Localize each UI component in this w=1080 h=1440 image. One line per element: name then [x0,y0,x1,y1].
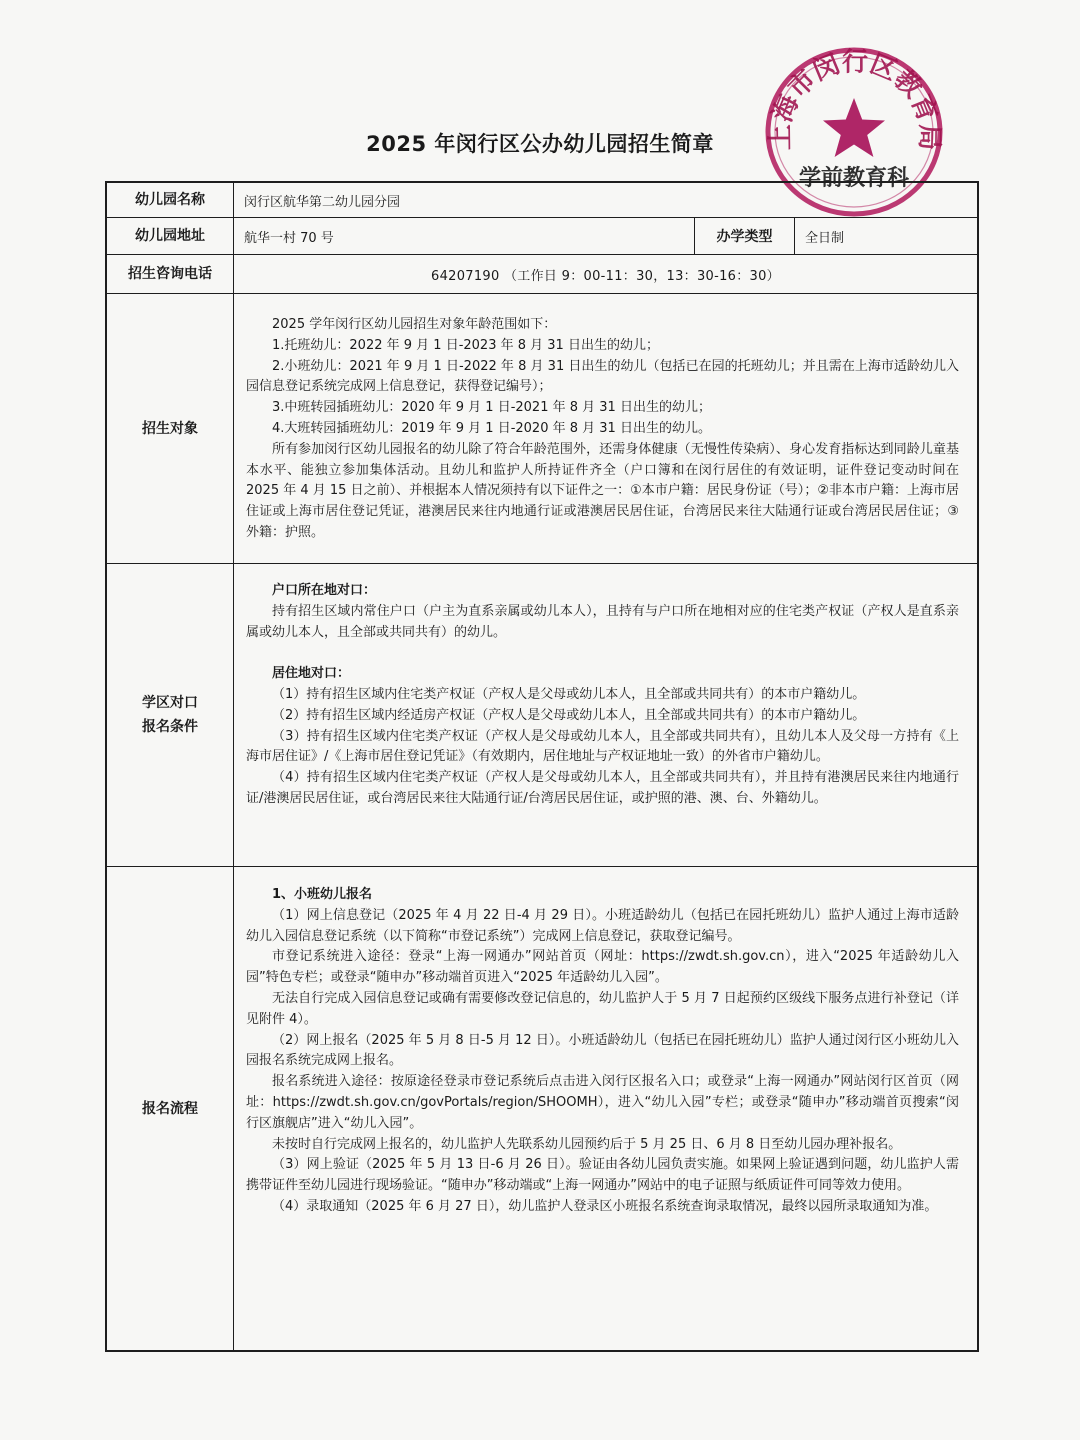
seal-dept-name: 学前教育科 [798,165,910,191]
residence-item-1: （1）持有招生区域内住宅类产权证（产权人是父母或幼儿本人，且全部或共同共有）的本市户籍幼儿。 [272,686,866,702]
residence-item-4: （4）持有招生区域内住宅类产权证（产权人是父母或幼儿本人，且全部或共同共有），并且持有港澳居民来往内地通行证/港澳居民居住证，或台湾居民来往大陆通行证/台湾居民居住证，或护照的港、澳、台、外籍幼儿。 [246,770,959,806]
process-step-2-access: 报名系统进入途径：按原途径登录市登记系统后点击进入闵行区报名入口；或登录“上海一网通办”网站闵行区首页（网址：https://zwdt.sh.gov.cn/govPortals/region/SHOOMH），进入“幼儿入园”专栏；或登录“随申办”移动端首页搜索“闵行区旗舰店”进入“幼儿入园”。 [246,1074,959,1131]
row-phone [107,255,977,294]
target-intro: 2025 学年闵行区幼儿园招生对象年龄范围如下： [272,317,557,332]
process-step-4: （4）录取通知（2025 年 6 月 27 日），幼儿监护人登录区小班报名系统查询录取情况，最终以园所录取通知为准。 [272,1198,938,1214]
row-enrollment-target [107,294,977,564]
row-district-conditions [107,564,977,867]
residence-heading: 居住地对口： [272,666,351,682]
process-step-2: （2）网上报名（2025 年 5 月 8 日-5 月 12 日）。小班适龄幼儿（包括已在园托班幼儿）监护人通过闵行区小班幼儿入园报名系统完成网上报名。 [246,1032,959,1069]
phone-label: 招生咨询电话 [107,255,234,293]
target-requirements: 所有参加闵行区幼儿园报名的幼儿除了符合年龄范围外，还需身体健康（无慢性传染病）、身心发育指标达到同龄儿童基本水平、能独立参加集体活动。且幼儿和监护人所持证件齐全（户口簿和在闵行居住的有效证明，证件登记变动时间在 2025 年 4 月 15 日之前）、并根据本人情况须持有以下证件之一：①本市户籍：居民身份证（号）；②非本市户籍：上海市居住证或上海市居住登记凭证，港澳居民来往内地通行证或港澳居民居住证，台湾居民来往大陆通行证或台湾居民居住证；③外籍：护照。 [246,441,959,540]
hukou-heading: 户口所在地对口： [272,583,377,598]
process-label: 报名流程 [107,867,234,1350]
district-conditions-content [234,564,977,866]
process-heading: 1、小班幼儿报名 [272,887,373,902]
district-label-line1: 学区对口 [142,695,198,711]
process-step-3: （3）网上验证（2025 年 5 月 13 日-6 月 26 日）。验证由各幼儿园负责实施。如果网上验证遇到问题，幼儿监护人需携带证件至幼儿园进行现场验证。“随申办”移动端或“上海一网通办”网站中的电子证照与纸质证件可同等效力使用。 [246,1157,959,1194]
process-step-2-late: 未按时自行完成网上报名的，幼儿监护人先联系幼儿园预约后于 5 月 25 日、6 月 8 日至幼儿园办理补报名。 [272,1136,902,1152]
target-item-4: 4.大班转园插班幼儿：2019 年 9 月 1 日-2020 年 8 月 31 日出生的幼儿。 [272,420,711,436]
residence-item-3: （3）持有招生区域内住宅类产权证（产权人是父母或幼儿本人，且全部或共同共有），且幼儿本人及父母一方持有《上海市居住证》/《上海市居住登记凭证》（有效期内，居住地址与产权证地址一致）的外省市户籍幼儿。 [246,728,959,765]
enrollment-target-label: 招生对象 [107,294,234,563]
enrollment-target-content [234,294,977,563]
phone-value: 64207190 （工作日 9：00-11：30，13：30-16：30） [431,268,780,284]
seal-org-name: 上海市闵行区教育局 [765,47,945,151]
name-value: 闵行区航华第二幼儿园分园 [244,194,401,210]
page-title: 2025 年闵行区公办幼儿园招生简章 [366,132,714,156]
enrollment-table [105,181,979,1352]
process-step-1-offline: 无法自行完成入园信息登记或确有需要修改登记信息的，幼儿监护人于 5 月 7 日起预约区级线下服务点进行补登记（详见附件 4）。 [246,990,959,1027]
hukou-text: 持有招生区域内常住户口（户主为直系亲属或幼儿本人），且持有与户口所在地相对应的住宅类产权证（产权人是直系亲属或幼儿本人，且全部或共同共有）的幼儿。 [246,603,959,640]
district-label-line2: 报名条件 [142,719,198,735]
school-type-value: 全日制 [805,230,845,246]
school-type-label: 办学类型 [694,218,795,254]
district-conditions-label [107,564,234,866]
residence-item-2: （2）持有招生区域内经适房产权证（产权人是父母或幼儿本人，且全部或共同共有）的本市户籍幼儿。 [272,707,866,723]
process-content [234,867,977,1350]
target-item-1: 1.托班幼儿：2022 年 9 月 1 日-2023 年 8 月 31 日出生的幼儿； [272,337,659,353]
name-label: 幼儿园名称 [107,183,234,217]
row-kindergarten-name [107,183,977,218]
process-step-1: （1）网上信息登记（2025 年 4 月 22 日-4 月 29 日）。小班适龄幼儿（包括已在园托班幼儿）监护人通过上海市适龄幼儿入园信息登记系统（以下简称“市登记系统”）完成网上信息登记，获取登记编号。 [246,907,959,944]
address-label: 幼儿园地址 [107,218,234,254]
process-step-1-access: 市登记系统进入途径：登录“上海一网通办”网站首页（网址：https://zwdt.sh.gov.cn），进入“2025 年适龄幼儿入园”特色专栏；或登录“随申办”移动端首页进入“2025 年适龄幼儿入园”。 [246,949,959,986]
row-process [107,867,977,1350]
row-address [107,218,977,255]
target-item-3: 3.中班转园插班幼儿：2020 年 9 月 1 日-2021 年 8 月 31 日出生的幼儿； [272,400,711,416]
address-value: 航华一村 70 号 [244,230,334,246]
target-item-2: 2.小班幼儿：2021 年 9 月 1 日-2022 年 8 月 31 日出生的幼儿（包括已在园的托班幼儿；并且需在上海市适龄幼儿入园信息登记系统完成网上信息登记，获得登记编号）； [246,358,959,395]
